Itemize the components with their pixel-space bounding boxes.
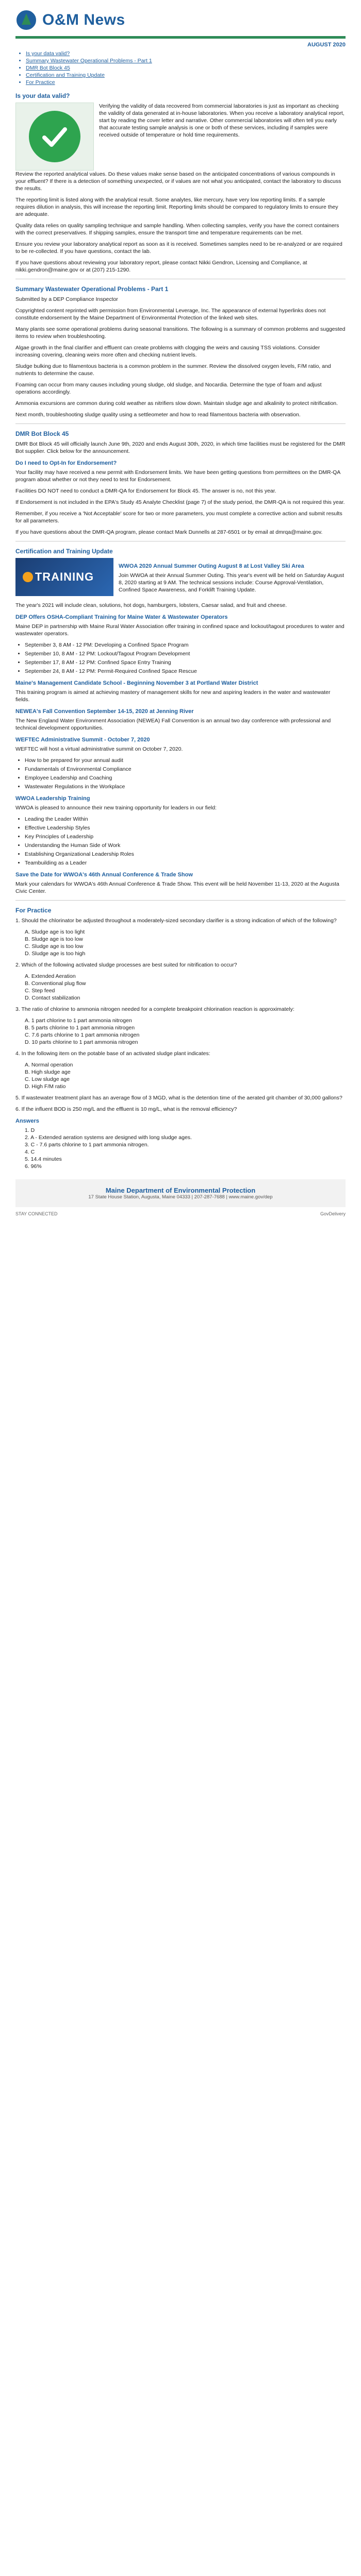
list-item: • Effective Leadership Styles [25, 824, 346, 832]
paragraph: Facilities DO NOT need to conduct a DMR-QA for Endorsement for Block 45. The answer is no, not this year. [15, 488, 276, 494]
paragraph: Algae growth in the final clarifier and effluent can create problems with clogging the weirs and causing TSS violations. Consider increasing covering, cleaning weirs more often and checking nutrient levels. [15, 345, 320, 358]
list-item: • Understanding the Human Side of Work [25, 842, 346, 849]
section-title: Is your data valid? [15, 92, 70, 99]
list-item: • September 24, 8 AM - 12 PM: Permit-Required Confined Space Rescue [25, 668, 346, 675]
list-item: • September 17, 8 AM - 12 PM: Confined Space Entry Training [25, 659, 346, 666]
brand-title: O&M News [42, 11, 125, 28]
paragraph: Maine DEP in partnership with Maine Rural Water Association offer training in confined space and lockout/tagout procedures to water and wastewater operators. [15, 623, 344, 637]
bottom-bar [15, 1207, 346, 1221]
footer-address: 17 State House Station, Augusta, Maine 04333 | 207-287-7688 | www.maine.gov/dep [88, 1194, 273, 1200]
list-item: • Employee Leadership and Coaching [25, 774, 346, 782]
paragraph: Foaming can occur from many causes including young sludge, old sludge, and Nocardia. Determine the type of foam and adjust operations accordingly. [15, 382, 322, 395]
paragraph: Review the reported analytical values. Do these values make sense based on the anticipated concentrations of various compounds in your effluent? If there is a detection of something unexpected, or if values are not what you anticipated, contact the laboratory to discuss the results. [15, 171, 341, 192]
issue-date: AUGUST 2020 [307, 42, 346, 48]
paragraph: If you have questions about reviewing your laboratory report, please contact Nikki Gendron, Licensing and Compliance, at nikki.gendron@maine.gov or at (207) 215-1290. [15, 260, 307, 273]
list-item: • September 3, 8 AM - 12 PM: Developing a Confined Space Program [25, 641, 346, 649]
paragraph: Sludge bulking due to filamentous bacteria is a common problem in the summer. Review the dissolved oxygen levels, F/M ratio, and nutrients to determine the cause. [15, 363, 331, 377]
subsection-title: DEP Offers OSHA-Compliant Training for Maine Water & Wastewater Operators [15, 614, 228, 620]
list-item: • Key Principles of Leadership [25, 833, 346, 840]
question: 2. Which of the following activated sludge processes are best suited for nitrification to occur? [15, 962, 237, 968]
paragraph: Next month, troubleshooting sludge quality using a settleometer and how to read filamentous bacteria with observation. [15, 412, 301, 418]
author-line: Submitted by a DEP Compliance Inspector [15, 296, 118, 302]
paragraph: Remember, if you receive a 'Not Acceptable' score for two or more parameters, you must complete a corrective action and submit results for all parameters. [15, 511, 342, 524]
divider [15, 423, 346, 424]
newsletter [15, 0, 346, 1221]
toc-link[interactable]: • DMR Bot Block 45 [26, 64, 346, 72]
header-divider [15, 36, 346, 39]
option: C. Sludge age is too low [25, 943, 84, 950]
paragraph: Verifying the validity of data recovered from commercial laboratories is just as important as checking the validity of data generated at in-house laboratories. When you receive a laboratory analytical report, start by reading the cover letter and narrative. Other commercial laboratories will often tell you early that accurate testing sample analysis is one or both of these services, including if samples were received outside of temperature or hold time requirements. [99, 103, 344, 138]
divider [15, 900, 346, 901]
question: 6. If the influent BOD is 250 mg/L and the effluent is 10 mg/L, what is the removal efficiency? [15, 1106, 237, 1112]
leadership-topic-list [25, 816, 346, 867]
option: D. High F/M ratio [25, 1083, 66, 1090]
footer [15, 1179, 346, 1207]
toc-link[interactable]: • Summary Wastewater Operational Problems - Part 1 [26, 57, 346, 64]
subsection-title: Maine's Management Candidate School - Beginning November 3 at Portland Water District [15, 680, 258, 686]
subsection-title: WEFTEC Administrative Summit - October 7, 2020 [15, 737, 150, 743]
paragraph: If Endorsement is not included in the EPA's Study 45 Analyte Checklist (page 7) of the study period, the DMR-QA is not required this year. [15, 499, 345, 505]
option: C. Step feed [25, 988, 55, 994]
list-item: • Leading the Leader Within [25, 816, 346, 823]
paragraph: WEFTEC will host a virtual administrative summit on October 7, 2020. [15, 746, 183, 752]
section-title: Certification and Training Update [15, 548, 113, 555]
paragraph: Your facility may have received a new permit with Endorsement limits. We have been getting questions from permittees on the DMR-QA program about whether or not they need to test for Endorsement. [15, 469, 340, 483]
header [15, 7, 346, 33]
subsection-title: WWOA Leadership Training [15, 795, 90, 802]
answer: 1. D [25, 1127, 35, 1133]
answer-options [25, 1061, 346, 1090]
paragraph: The New England Water Environment Association (NEWEA) Fall Convention is an annual two day conference with professional and technical development opportunities. [15, 718, 331, 731]
section-title: For Practice [15, 907, 52, 914]
paragraph: Mark your calendars for WWOA's 46th Annual Conference & Trade Show. This event will be held November 11-13, 2020 at the Augusta Civic Center. [15, 881, 339, 894]
paragraph: WWOA is pleased to announce their new training opportunity for leaders in our field: [15, 805, 217, 811]
answer: 5. 14.4 minutes [25, 1156, 62, 1162]
training-banner-text: TRAINING [35, 570, 94, 583]
checkmark-icon [29, 111, 80, 162]
question: 5. If wastewater treatment plant has an average flow of 3 MGD, what is the detention time of the aerated grit chamber of 30,000 gallons? [15, 1095, 342, 1101]
option: D. Contact stabilization [25, 995, 80, 1001]
session-list [25, 641, 346, 675]
paragraph: This training program is aimed at achieving mastery of management skills for new and aspiring leaders in the water and wastewater fields. [15, 689, 331, 703]
paragraph: Copyrighted content reprinted with permission from Environmental Leverage, Inc. The appearance of external hyperlinks does not constitute endorsement by the Maine Department of Environmental Protection of the linked web sites. [15, 308, 326, 321]
question: 1. Should the chlorinator be adjusted throughout a moderately-sized secondary clarifier is a strong indication of which of the following? [15, 918, 337, 924]
answer: 6. 96% [25, 1163, 42, 1170]
question: 3. The ratio of chlorine to ammonia nitrogen needed for a complete breakpoint chlorination reaction is approximately: [15, 1006, 294, 1012]
option: A. 1 part chlorine to 1 part ammonia nitrogen [25, 1018, 132, 1024]
option: A. Extended Aeration [25, 973, 76, 979]
footer-department: Maine Department of Environmental Protection [105, 1187, 256, 1194]
list-item: • Fundamentals of Environmental Compliance [25, 766, 346, 773]
training-feature [15, 558, 346, 598]
option: C. Low sludge age [25, 1076, 70, 1082]
option: B. Conventional plug flow [25, 980, 86, 987]
option: C. 7.6 parts chlorine to 1 part ammonia nitrogen [25, 1032, 140, 1038]
answer: 4. C [25, 1149, 35, 1155]
paragraph: Many plants see some operational problems during seasonal transitions. The following is a summary of common problems and suggested items to review when troubleshooting. [15, 326, 346, 340]
answer-list [25, 1127, 346, 1170]
subsection-title: WWOA 2020 Annual Summer Outing August 8 at Lost Valley Ski Area [119, 563, 304, 569]
list-item: • Wastewater Regulations in the Workplace [25, 783, 346, 790]
admin-topic-list [25, 757, 346, 790]
answer-options [25, 973, 346, 1002]
list-item: • September 10, 8 AM - 12 PM: Lockout/Tagout Program Development [25, 650, 346, 657]
govdelivery-logo[interactable]: GovDelivery [320, 1211, 346, 1216]
toc-link[interactable]: • Is your data valid? [26, 50, 346, 57]
option: D. Sludge age is too high [25, 951, 86, 957]
answer-options [25, 928, 346, 957]
dep-logo-icon [15, 9, 37, 31]
option: A. Sludge age is too light [25, 929, 85, 935]
answer-options [25, 1017, 346, 1046]
paragraph: The year's 2021 will include clean, solutions, hot dogs, hamburgers, lobsters, Caesar salad, and fruit and cheese. [15, 602, 287, 608]
subsection-title: Save the Date for WWOA's 46th Annual Conference & Trade Show [15, 872, 193, 878]
subsection-title: Do I need to Opt-In for Endorsement? [15, 460, 117, 466]
option: B. High sludge age [25, 1069, 71, 1075]
training-text [119, 558, 346, 598]
stay-connected-link[interactable]: STAY CONNECTED [15, 1211, 58, 1216]
option: A. Normal operation [25, 1062, 73, 1068]
answer: 3. C - 7.6 parts chlorine to 1 part ammonia nitrogen. [25, 1142, 149, 1148]
section-title: Summary Wastewater Operational Problems - Part 1 [15, 285, 169, 293]
list-item: • Teambuilding as a Leader [25, 859, 346, 867]
training-banner-image [15, 558, 113, 596]
subsection-title: NEWEA's Fall Convention September 14-15, 2020 at Jenning River [15, 708, 194, 715]
option: B. 5 parts chlorine to 1 part ammonia nitrogen [25, 1025, 135, 1031]
toc-link[interactable]: • For Practice [26, 79, 346, 86]
list-item: • How to be prepared for your annual audit [25, 757, 346, 764]
list-item: • Establishing Organizational Leadership Roles [25, 851, 346, 858]
banner-dot-icon [23, 572, 33, 582]
table-of-contents [26, 50, 346, 86]
section-title: DMR Bot Block 45 [15, 430, 69, 437]
option: D. 10 parts chlorine to 1 part ammonia nitrogen [25, 1039, 138, 1045]
question: 4. In the following item on the potable base of an activated sludge plant indicates: [15, 1050, 210, 1057]
paragraph: Ammonia excursions are common during cold weather as nitrifiers slow down. Maintain sludge age and alkalinity to protect nitrification. [15, 400, 338, 406]
toc-link[interactable]: • Certification and Training Update [26, 72, 346, 79]
valid-data-feature [15, 103, 346, 171]
paragraph: The reporting limit is listed along with the analytical result. Some analytes, like mercury, have very low reporting limits. If a sample requires dilution in analysis, this will increase the reporting limit. Reporting limits should be compared to regulatory limits to ensure they are adequate. [15, 197, 338, 217]
option: B. Sludge age is too low [25, 936, 83, 942]
paragraph: Quality data relies on quality sampling technique and sample handling. When collecting samples, verify you have the correct containers with the correct preservatives. If shipping samples, ensure the transport time and temperature requirements can be met. [15, 223, 339, 236]
checkmark-image [15, 103, 94, 171]
paragraph: DMR Bot Block 45 will officially launch June 9th, 2020 and ends August 30th, 2020, in which time facilities must be registered for the DMR Bot supplier. Click below for the announcement. [15, 441, 346, 454]
answers-title: Answers [15, 1118, 39, 1124]
paragraph: If you have questions about the DMR-QA program, please contact Mark Dunnells at 287-6501 or by email at dmrqa@maine.gov. [15, 529, 323, 535]
paragraph: Ensure you review your laboratory analytical report as soon as it is received. Sometimes samples need to be re-analyzed or are required to be re-collected. If you have questions, contact the lab. [15, 241, 342, 255]
answer: 2. A - Extended aeration systems are designed with long sludge ages. [25, 1134, 192, 1141]
paragraph: Join WWOA at their Annual Summer Outing. This year's event will be held on Saturday August 8, 2020 starting at 9 AM. The technical sessions include: Course Approval-Ventilation, Confined Space Awareness, and Forklift Training Update. [119, 572, 344, 593]
